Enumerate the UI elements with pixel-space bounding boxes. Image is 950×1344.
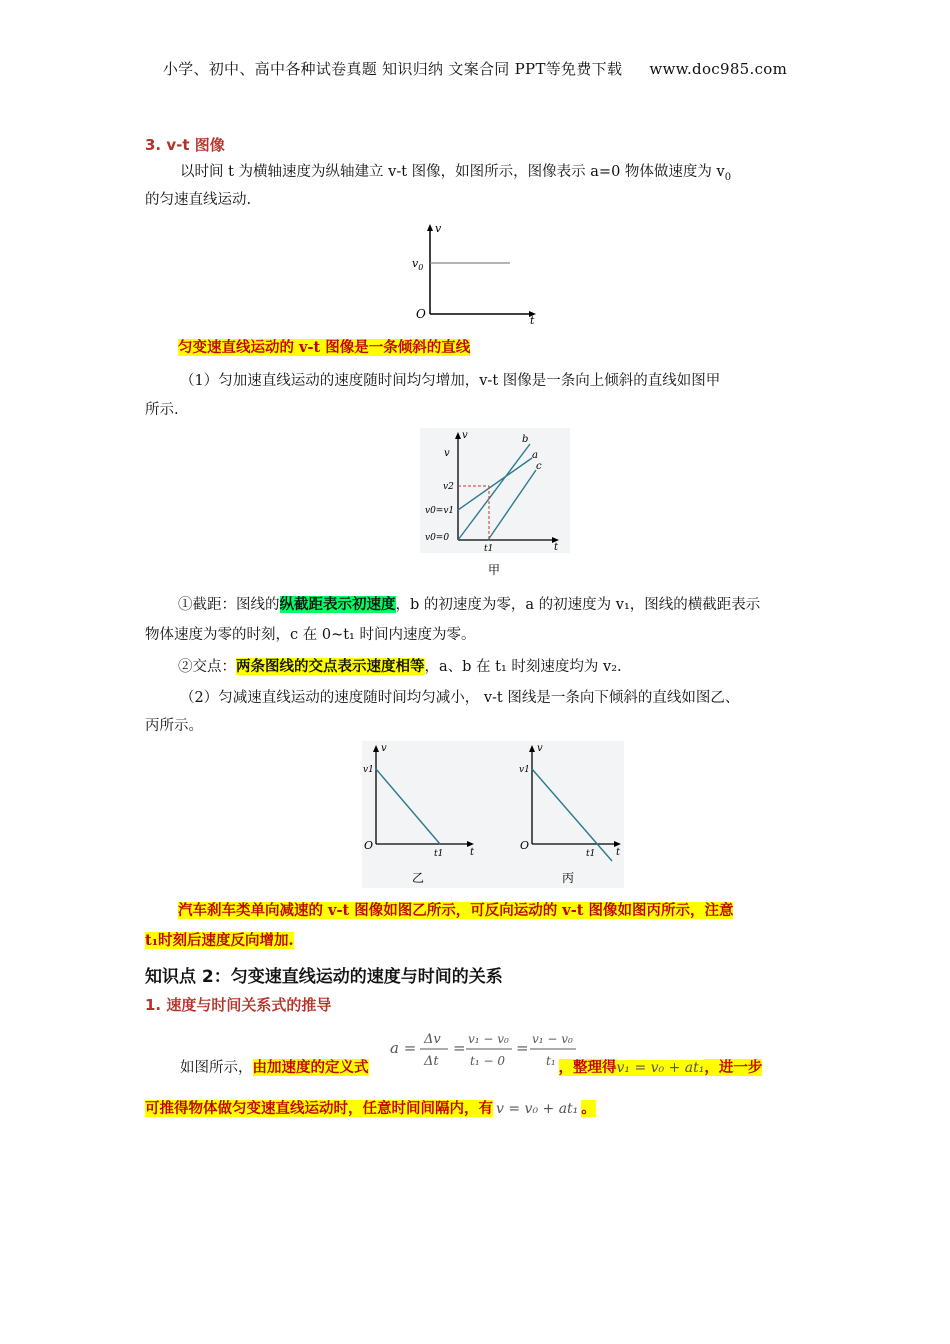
intro-line-1: 以时间 t 为横轴速度为纵轴建立 v-t 图像，如图所示，图像表示 a=0 物体做速度为 $v_0$ bbox=[180, 164, 732, 183]
svg-text:v₁ − v₀: v₁ − v₀ bbox=[468, 1032, 509, 1046]
caption-yi: 乙 bbox=[412, 871, 425, 885]
header-site: www.doc985.com bbox=[649, 60, 788, 78]
label-b: b bbox=[522, 434, 529, 445]
para1-line-1: （1）匀加速直线运动的速度随时间均匀增加，v-t 图像是一条向上倾斜的直线如图甲 bbox=[180, 373, 721, 389]
svg-text:=: = bbox=[453, 1039, 466, 1057]
tick-v0-eq-v1: v0=v1 bbox=[425, 506, 455, 516]
svg-text:a =: a = bbox=[390, 1039, 417, 1057]
bing-x-label: t bbox=[616, 847, 621, 858]
highlight-line: 匀变速直线运动的 v-t 图像是一条倾斜的直线 bbox=[178, 339, 471, 356]
note-line-1: 汽车刹车类单向减速的 v-t 图像如图乙所示，可反向运动的 v-t 图像如图丙所示，注意 bbox=[178, 902, 734, 919]
kp2-line-1: 如图所示，由加速度的定义式 ，整理得v₁ = v₀ + at₁，进一步 bbox=[180, 1059, 763, 1076]
page-header bbox=[0, 58, 950, 79]
kp2-line-2: 可推得物体做匀变速直线运动时，任意时间间隔内，有 v = v₀ + at₁ 。 bbox=[145, 1100, 596, 1117]
figure-jia bbox=[420, 428, 570, 580]
figure-yi-bing-svg bbox=[362, 741, 624, 888]
item2-line: ②交点：两条图线的交点表示速度相等，a、b 在 t₁ 时刻速度均为 v₂. bbox=[178, 658, 622, 675]
figure-uniform-motion bbox=[380, 218, 550, 328]
bing-tick-v1: v1 bbox=[519, 765, 530, 775]
kp2-title: 知识点 2：匀变速直线运动的速度与时间的关系 bbox=[145, 967, 503, 987]
tick-t1: t1 bbox=[484, 544, 494, 554]
svg-text:=: = bbox=[516, 1039, 529, 1057]
x-axis-label: t bbox=[554, 542, 559, 553]
section-title: 3. v-t 图像 bbox=[145, 136, 225, 154]
v-left-label: v bbox=[444, 448, 450, 459]
header-text: 小学、初中、高中各种试卷真题 知识归纳 文案合同 PPT等免费下载 bbox=[162, 60, 623, 78]
caption-bing: 丙 bbox=[562, 871, 575, 885]
y-axis-label: v bbox=[462, 430, 468, 441]
bing-origin: O bbox=[520, 839, 530, 852]
item1-line-2: 物体速度为零的时刻，c 在 0~t₁ 时间内速度为零。 bbox=[145, 627, 476, 643]
para1-line-2: 所示. bbox=[145, 402, 179, 418]
label-a: a bbox=[532, 450, 538, 461]
yi-tick-v1: v1 bbox=[363, 765, 374, 775]
svg-text:Δt: Δt bbox=[424, 1054, 439, 1069]
svg-text:t₁: t₁ bbox=[546, 1054, 556, 1068]
figure-jia-svg bbox=[420, 428, 570, 580]
yi-x-label: t bbox=[470, 847, 475, 858]
intro-line-2: 的匀速直线运动. bbox=[145, 192, 252, 208]
item1-line-1: ①截距：图线的纵截距表示初速度，b 的初速度为零，a 的初速度为 v₁，图线的横截距表示 bbox=[178, 596, 761, 613]
para2-line-2: 丙所示。 bbox=[145, 718, 203, 734]
caption-jia: 甲 bbox=[488, 563, 501, 577]
note-line-2: t₁时刻后速度反向增加. bbox=[145, 932, 294, 949]
figure-yi-bing bbox=[362, 741, 624, 888]
figure-yi-bing-bg bbox=[362, 741, 624, 888]
origin-label: O bbox=[416, 307, 426, 321]
x-axis-label: t bbox=[530, 314, 535, 327]
yi-tick-t1: t1 bbox=[434, 849, 444, 859]
figure-uniform-motion-svg bbox=[380, 218, 550, 328]
svg-text:v₁ − v₀: v₁ − v₀ bbox=[532, 1032, 573, 1046]
y-axis-arrow bbox=[427, 224, 433, 231]
tick-v0-eq-0: v0=0 bbox=[425, 533, 450, 543]
bing-y-label: v bbox=[537, 743, 543, 754]
para2-line-1: （2）匀减速直线运动的速度随时间均匀减小， v-t 图线是一条向下倾斜的直线如图乙、 bbox=[180, 690, 740, 706]
kp2-subtitle: 1. 速度与时间关系式的推导 bbox=[145, 996, 332, 1014]
v0-tick-label: $v_0$ bbox=[412, 257, 424, 272]
label-c: c bbox=[536, 461, 542, 472]
y-axis-label: v bbox=[435, 222, 442, 235]
tick-v2: v2 bbox=[443, 482, 454, 492]
svg-text:Δv: Δv bbox=[424, 1032, 441, 1047]
bing-tick-t1: t1 bbox=[586, 849, 596, 859]
svg-text:t₁ − 0: t₁ − 0 bbox=[470, 1054, 505, 1068]
yi-y-label: v bbox=[381, 743, 387, 754]
yi-origin: O bbox=[364, 839, 374, 852]
